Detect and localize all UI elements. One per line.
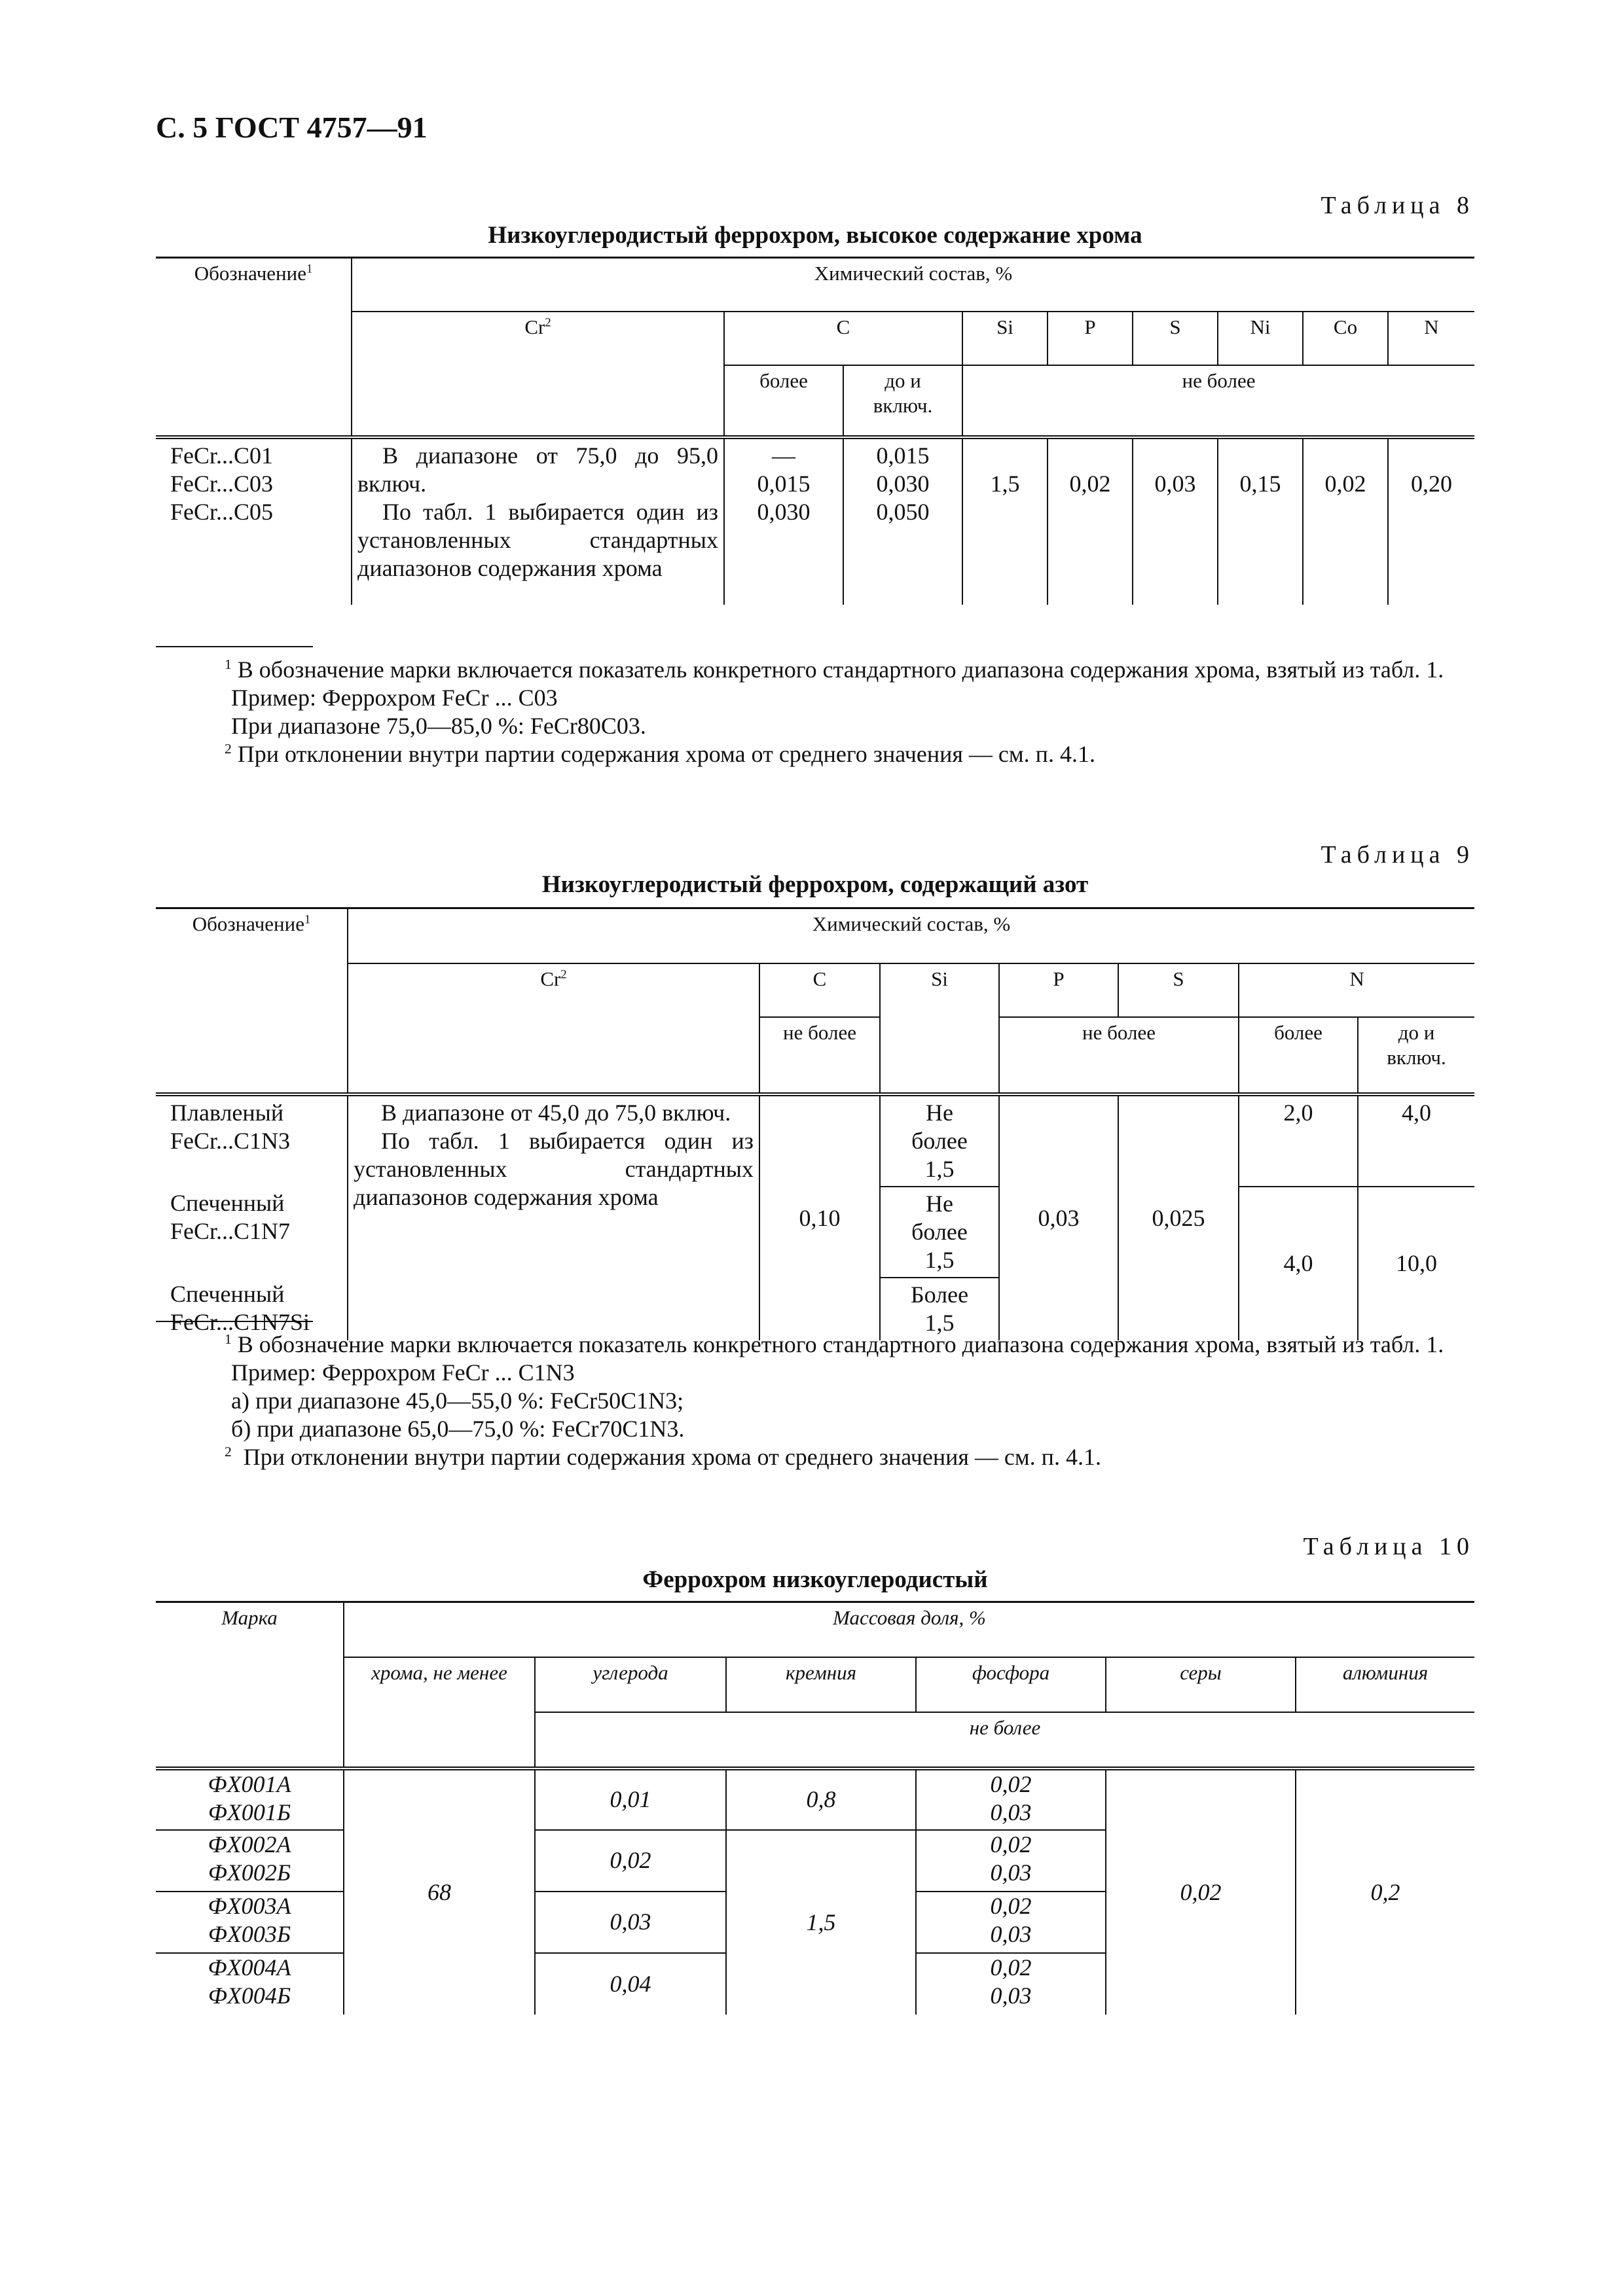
col-chromium: хрома, не менее: [344, 1657, 535, 1768]
n-more-cell-2: 4,0: [1239, 1187, 1358, 1340]
chromium-cell: 68: [344, 1768, 535, 2015]
phosphorus-cell: 0,02 0,03: [916, 1953, 1106, 2015]
col-mass-fraction: Массовая доля, %: [344, 1602, 1474, 1657]
col-si: Si: [880, 963, 999, 1094]
col-chem-composition: Химический состав, %: [352, 258, 1474, 312]
col-n: N: [1239, 963, 1474, 1017]
table-8-title: Низкоуглеродистый феррохром, высокое содержание хрома: [488, 222, 1142, 249]
col-c-upto: до и включ.: [843, 365, 962, 437]
c-more-cell: — 0,015 0,030: [724, 437, 843, 605]
n-cell: 0,20: [1388, 437, 1474, 605]
cr-range-cell: В диапазоне от 45,0 до 75,0 включ. По табл. 1 выбирается один из установленных стандартных диапазонов содержания хрома: [348, 1094, 759, 1340]
table-row: ФХ004А ФХ004Б: [208, 1954, 291, 2009]
table-row: Спеченный FeCr...C1N7: [170, 1189, 291, 1244]
c-upto-cell: 0,015 0,030 0,050: [843, 437, 962, 605]
aluminium-cell: 0,2: [1296, 1768, 1474, 2015]
phosphorus-cell: 0,02 0,03: [916, 1768, 1106, 1830]
si-cell-3: Более 1,5: [880, 1278, 999, 1340]
table-row: ФХ002А ФХ002Б: [156, 1830, 344, 1892]
sulfur-cell: 0,02: [1106, 1768, 1296, 2015]
s-cell: 0,03: [1133, 437, 1218, 605]
s-cell: 0,025: [1118, 1094, 1239, 1340]
col-silicon: кремния: [726, 1657, 916, 1712]
table-9-title: Низкоуглеродистый феррохром, содержащий азот: [541, 871, 1089, 898]
col-p: P: [1048, 312, 1133, 365]
col-ps-not-more: не более: [999, 1017, 1239, 1094]
silicon-cell: 0,8: [726, 1768, 916, 1830]
col-phosphorus: фосфора: [916, 1657, 1106, 1712]
page-header: С. 5 ГОСТ 4757—91: [156, 111, 428, 144]
footnote-rule-9: [156, 1321, 313, 1322]
col-p: P: [999, 963, 1118, 1017]
p-cell: 0,02: [1048, 437, 1133, 605]
si-cell-2: Не более 1,5: [880, 1187, 999, 1278]
footnotes-table-8: $^1$ В обозначение марки включается показатель конкретного стандартного диапазона содержания хрома, взятый из табл. 1. Пример: Феррохром FeCr ... C03 При диапазоне 75,0—85,0 %: FeCr80C03. $^2$ При отклонении внутри партии содержания хрома от среднего значения — см. п. 4.1.: [225, 656, 1444, 767]
col-n: N: [1388, 312, 1474, 365]
carbon-cell: 0,03: [535, 1892, 726, 1953]
col-s: S: [1133, 312, 1218, 365]
footnotes-table-9: $^1$ В обозначение марки включается показатель конкретного стандартного диапазона содержания хрома, взятый из табл. 1. Пример: Феррохром FeCr ... C1N3 а) при диапазоне 45,0—55,0 %: FeCr50C1N3; б) при диапазоне 65,0—75,0 %: FeCr70C1N3. $^2$ При отклонении внутри партии содержания хрома от среднего значения — см. п. 4.1.: [225, 1331, 1444, 1470]
table-9-label: Таблица 9: [1321, 841, 1474, 869]
col-not-more: не более: [962, 365, 1474, 437]
n-upto-cell-2: 10,0: [1358, 1187, 1474, 1340]
table-9: [156, 907, 1474, 1340]
phosphorus-cell: 0,02 0,03: [916, 1892, 1106, 1953]
ni-cell: 0,15: [1218, 437, 1303, 605]
col-sulfur: серы: [1106, 1657, 1296, 1712]
carbon-cell: 0,02: [535, 1830, 726, 1892]
col-marka: Марка: [156, 1602, 344, 1768]
col-designation: Обозначение$^1$: [156, 908, 348, 1094]
col-c-not-more: не более: [759, 1017, 880, 1094]
table-row: ФХ001А ФХ001Б: [156, 1768, 344, 1830]
col-aluminium: алюминия: [1296, 1657, 1474, 1712]
col-chem-composition: Химический состав, %: [348, 908, 1474, 963]
col-c-more: более: [724, 365, 843, 437]
table-row: ФХ003А ФХ003Б: [156, 1892, 344, 1953]
col-designation: Обозначение$^1$: [156, 258, 352, 437]
col-co: Co: [1303, 312, 1388, 365]
phosphorus-cell: 0,02 0,03: [916, 1830, 1106, 1892]
p-cell: 0,03: [999, 1094, 1118, 1340]
si-cell: 1,5: [962, 437, 1048, 605]
n-upto-cell-1: 4,0: [1358, 1094, 1474, 1187]
col-c: C: [759, 963, 880, 1017]
col-si: Si: [962, 312, 1048, 365]
table-10: [156, 1601, 1474, 2015]
table-10-title: Феррохром низкоуглеродистый: [642, 1566, 988, 1593]
cr-range-cell: В диапазоне от 75,0 до 95,0 включ. По табл. 1 выбирается один из установленных стандартных диапазонов содержания хрома: [352, 437, 724, 605]
col-cr: Cr$^2$: [348, 963, 759, 1094]
table-8-label: Таблица 8: [1321, 192, 1474, 219]
table-8: [156, 257, 1474, 605]
footnote-rule-8: [156, 646, 313, 647]
table-row: Плавленый FeCr...C1N3: [170, 1099, 291, 1154]
col-c: C: [724, 312, 962, 365]
col-n-more: более: [1239, 1017, 1358, 1094]
table-row: Спеченный FeCr...C1N7Si: [170, 1280, 310, 1335]
table-row: FeCr...C01 FeCr...C03 FeCr...C05: [170, 442, 274, 525]
c-cell: 0,10: [759, 1094, 880, 1340]
col-cr: Cr$^2$: [352, 312, 724, 437]
col-carbon: углерода: [535, 1657, 726, 1712]
col-not-more: не более: [535, 1712, 1474, 1768]
carbon-cell: 0,04: [535, 1953, 726, 2015]
table-10-label: Таблица 10: [1303, 1533, 1474, 1560]
col-s: S: [1118, 963, 1239, 1017]
col-n-upto: до и включ.: [1358, 1017, 1474, 1094]
carbon-cell: 0,01: [535, 1768, 726, 1830]
silicon-cell: 1,5: [726, 1830, 916, 2015]
co-cell: 0,02: [1303, 437, 1388, 605]
si-cell-1: Не более 1,5: [880, 1094, 999, 1187]
col-ni: Ni: [1218, 312, 1303, 365]
n-more-cell-1: 2,0: [1239, 1094, 1358, 1187]
